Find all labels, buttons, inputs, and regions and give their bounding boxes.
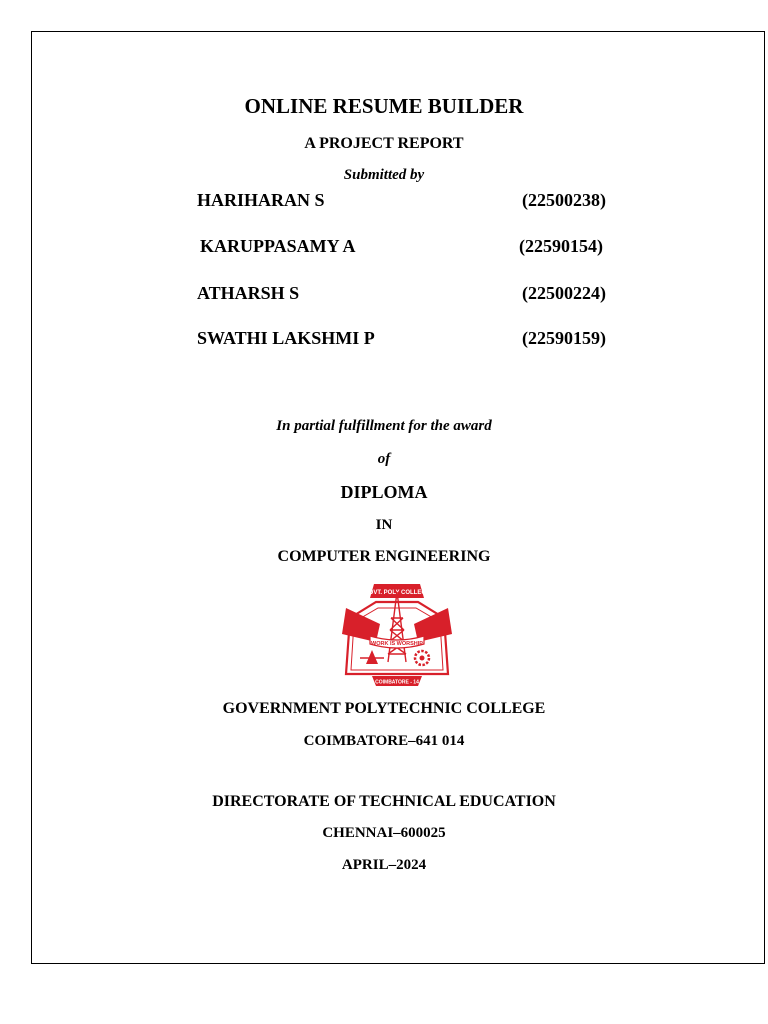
of-text: of (377, 451, 391, 467)
member-name: SWATHI LAKSHMI P (197, 328, 375, 348)
department-name: COMPUTER ENGINEERING (277, 548, 491, 565)
institution-name: GOVERNMENT POLYTECHNIC COLLEGE (222, 700, 546, 717)
submitted-by-label: Submitted by (343, 167, 425, 183)
in-text: IN (375, 517, 393, 533)
svg-text:WORK IS WORSHIP: WORK IS WORSHIP (371, 641, 423, 647)
college-logo (336, 578, 458, 690)
member-name: ATHARSH S (197, 283, 300, 303)
member-id: (22590154) (519, 236, 603, 256)
report-date: APRIL–2024 (341, 857, 427, 873)
fulfillment-text: In partial fulfillment for the award (276, 418, 492, 434)
member-name: HARIHARAN S (197, 190, 325, 210)
member-id: (22500224) (522, 283, 606, 303)
report-title: ONLINE RESUME BUILDER (244, 94, 524, 118)
svg-text:COIMBATORE - 14: COIMBATORE - 14 (375, 679, 419, 686)
directorate-name: DIRECTORATE OF TECHNICAL EDUCATION (212, 793, 556, 810)
member-id: (22500238) (522, 190, 606, 210)
directorate-city: CHENNAI–600025 (322, 825, 446, 841)
svg-text:GOVT. POLY COLLEGE: GOVT. POLY COLLEGE (363, 590, 431, 596)
member-name: KARUPPASAMY A (200, 236, 356, 256)
member-id: (22590159) (522, 328, 606, 348)
institution-city: COIMBATORE–641 014 (303, 733, 465, 749)
degree-title: DIPLOMA (340, 482, 428, 502)
report-subtitle: A PROJECT REPORT (304, 135, 464, 152)
